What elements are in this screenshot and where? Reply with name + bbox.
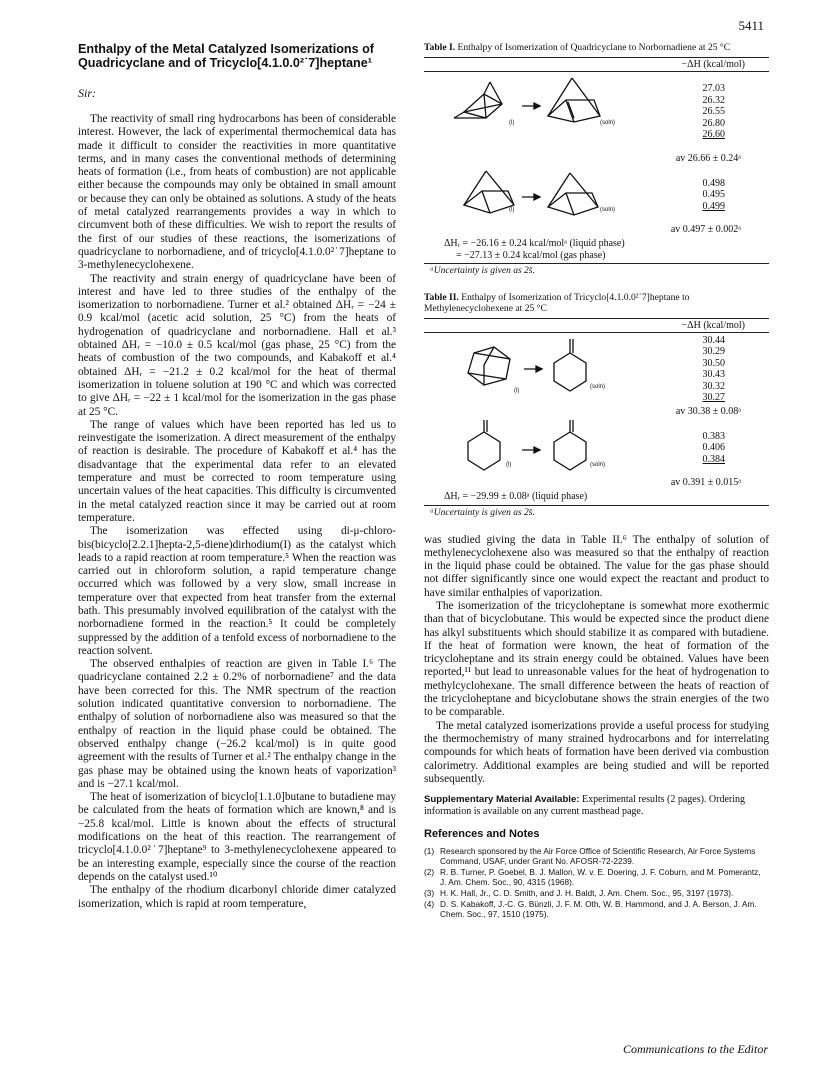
norbornadiene-solution-scheme — [424, 167, 654, 223]
summary-liquid: ΔHᵣ = −29.99 ± 0.08ᵃ (liquid phase) — [444, 491, 588, 502]
table-1-values — [654, 83, 769, 141]
article-title: Enthalpy of the Metal Catalyzed Isomerizations of Quadricyclane and of Tricyclo[4.1.0.0²˙7]heptane¹ — [78, 42, 375, 70]
paragraph: was studied giving the data in Table II.⁶ The enthalpy of solution of methylenecyclohexene also was measured so that the enthalpy of reaction in the liquid phase could be obtained. The value for the gas phase should not differ significantly since one would expect the reactant and product to have similar enthalpies of vaporization. — [424, 533, 769, 599]
value-cell: 26.32 — [702, 94, 725, 106]
value-cell: 27.03 — [702, 83, 725, 95]
structure-drawing — [424, 167, 654, 223]
reference-number: (1) — [424, 846, 435, 857]
paragraph: The range of values which have been reported has led us to reinvestigate the isomerization. A direct measurement of the enthalpy of reaction is desirable. The procedure of Kabakoff et al.⁴ has the disadvantage that the experimental data refer to an elevated temperature and must be corrected to room temperature using uncertain values of the heat capacities. This difficulty is circumvented in the metal catalyzed reaction since it may be carried out at room temperature. — [78, 418, 396, 524]
table-1-values — [654, 178, 769, 213]
value-cell: 30.43 — [702, 369, 725, 380]
table-2-caption: Enthalpy of Isomerization of Tricyclo[4.1.0.0²˙7]heptane to Methylenecyclohexene at 25 °C — [424, 292, 690, 314]
right-column — [424, 42, 769, 920]
table-2-header: −ΔH (kcal/mol) — [424, 318, 769, 333]
reference-text: Research sponsored by the Air Force Office of Scientific Research, Air Force Systems Command, USAF, under Grant No. AFOSR-72-2239. — [440, 846, 756, 867]
value-cell: 0.406 — [702, 442, 725, 454]
supplementary-text: Experimental results (2 pages). Ordering information is available on any current masthead page. — [424, 794, 746, 818]
reference-text: D. S. Kabakoff, J.-C. G. Bünzli, J. F. M. Oth, W. B. Hammond, and J. A. Berson, J. Am. Chem. Soc., 97, 1510 (1975). — [440, 899, 757, 920]
table-2-summary — [424, 491, 769, 506]
value-cell: 26.55 — [702, 106, 725, 118]
reference-number: (4) — [424, 899, 435, 910]
reference-number: (2) — [424, 867, 435, 878]
value-cell: 26.60 — [702, 129, 725, 141]
table-1 — [424, 42, 769, 276]
reference-number: (3) — [424, 888, 435, 899]
reference-item — [424, 867, 769, 887]
table-1-group-2 — [424, 167, 769, 223]
paragraph: The observed enthalpies of reaction are given in Table I.⁶ The quadricyclane contained 2.2 ± 0.2% of norbornadiene⁷ and the data have been corrected for this. The NMR spectrum of the reaction solution indicated quantitative conversion to norbornadiene. The enthalpy of solution of norbornadiene also was measured so that the enthalpy of reaction in the liquid phase could be obtained. The observed enthalpy change (−26.2 kcal/mol) is in quite good agreement with the results of Turner et al.² The enthalpy change in the gas phase may be obtained using the known heats of vaporization³ and is −27.1 kcal/mol. — [78, 658, 396, 790]
product-phase-label: (soln) — [600, 207, 616, 213]
table-1-caption: Enthalpy of Isomerization of Quadricyclane to Norbornadiene at 25 °C — [457, 42, 731, 53]
paragraph: The reactivity of small ring hydrocarbons has been of considerable interest. However, the lack of experimental thermochemical data has made it difficult to consider the reactivities in more quantitative terms, and in many cases the conventional methods of determining heats of formation (i.e., from heats of combustion) are not applicable either because the compounds may only be obtained in small amount or because they can only be obtained as solutions. A study of the heats of metal catalyzed rearrangements provides a way in which to circumvent both of these difficulties. We wish to report the results of the first of our studies of these reactions, the isomerizations of quadricyclane to norbornadiene, and of tricyclo[4.1.0.0²˙7]heptane to 3-methylenecyclohexene. — [78, 113, 396, 272]
supplementary-label: Supplementary Material Available: — [424, 794, 580, 806]
structure-drawing — [424, 333, 654, 405]
paragraph: The reactivity and strain energy of quadricyclane have been of interest and have led to three studies of the enthalpy of the isomerization to norbornadiene. Turner et al.² obtained ΔHᵣ = −24 ± 0.9 kcal/mol (acetic acid solution, 25 °C) from the heats of hydrogenation of quadricyclane and norbornadiene. Hall et al.³ obtained ΔHᵣ = −10.0 ± 0.5 kcal/mol (gas phase, 25 °C) from the heats of combustion of the two compounds, and Kabakoff et al.⁴ obtained ΔHᵣ = −21.2 ± 0.2 kcal/mol for the heat of thermal isomerization in toluene solution at 190 °C and which was corrected to give ΔHᵣ = −22 ± 1 kcal/mol for the isomerization in the gas phase at 25 °C. — [78, 272, 396, 418]
value-cell: 30.50 — [702, 357, 725, 369]
quadricyclane-reaction-scheme — [424, 72, 654, 152]
table-1-average-1: av 26.66 ± 0.24ᵃ — [675, 153, 741, 164]
value-cell: 0.495 — [702, 189, 725, 201]
value-cell: 30.44 — [702, 334, 725, 346]
structure-drawing — [424, 420, 654, 476]
left-column — [78, 42, 396, 911]
paragraph: The isomerization of the tricycloheptane is somewhat more exothermic than that of bicyclobutane. This would be expected since the product diene has alkyl substituents which should stabilize it as compared with butadiene. If the heat of formation were known, the heat of formation of the tricycloheptane and its strain energy could be obtained. Values have been reported,¹¹ but lead to unreasonable values for the heat of hydrogenation to methylcyclohexane. The small difference between the heats of reaction of the tricycloheptane and bicyclobutane shows the strain energies of the two to be comparable. — [424, 599, 769, 719]
paragraph: The isomerization was effected using di-μ-chloro-bis(bicyclo[2.2.1]hepta-2,5-diene)dirhodium(I) as the catalyst which leads to a rapid reaction at room temperature.⁵ When the reaction was carried out in chloroform solution, a rapid temperature change occurred which was followed by a very slow, small increase in temperature over that expected from heat transfer from the external bath. This presumably involved equilibration of the catalyst with the norbornadiene formed in the reaction.⁵ It could be completely suppressed by the addition of a tenfold excess of norbornadiene to the reaction solvent. — [78, 525, 396, 657]
value-cell: 30.29 — [702, 346, 725, 357]
page-number: 5411 — [738, 18, 764, 33]
table-2-average-1: av 30.38 ± 0.08ᵃ — [675, 406, 741, 417]
value-cell: 0.383 — [702, 430, 725, 442]
reference-text: R. B. Turner, P. Goebel, B. J. Mallon, W. v. E. Doering, J. F. Coburn, and M. Pomerantz, J. Am. Chem. Soc., 90, 4315 (1968). — [440, 867, 761, 888]
table-1-summary — [424, 238, 769, 264]
reference-list — [424, 846, 769, 919]
reactant-phase-label: (l) — [509, 207, 515, 213]
table-1-footnote: ᵃUncertainty is given as 2s̄. — [430, 266, 535, 276]
reactant-phase-label: (l) — [506, 462, 512, 468]
table-1-label: Table I. — [424, 42, 456, 53]
table-2-group-1 — [424, 333, 769, 405]
value-cell: 0.498 — [702, 177, 725, 189]
table-2-values — [654, 431, 769, 466]
summary-gas: = −27.13 ± 0.24 kcal/mol (gas phase) — [456, 249, 606, 261]
reference-item — [424, 899, 769, 919]
reference-text: H. K. Hall, Jr., C. D. Smith, and J. H. Baldt, J. Am. Chem. Soc., 95, 3197 (1973). — [440, 888, 734, 899]
salutation: Sir: — [78, 86, 96, 100]
methylenecyclohexene-solution-scheme — [424, 420, 654, 476]
paragraph: The heat of isomerization of bicyclo[1.1.0]butane to butadiene may be calculated from the heats of formation which are known,⁸ and is −25.8 kcal/mol. Little is known about the effects of structural modifications on the heat of this reaction. The rearrangement of tricyclo[4.1.0.0²˙7]heptane⁹ to 3-methylenecyclohexene appeared to be an interesting example, especially since the course of the reaction depends on the catalyst used.¹⁰ — [78, 791, 396, 883]
product-phase-label: (soln) — [600, 120, 616, 126]
value-cell: 0.499 — [702, 200, 725, 212]
value-cell: 26.80 — [702, 117, 725, 129]
table-2-values — [654, 335, 769, 404]
supplementary-material — [424, 794, 769, 818]
page-footer: Communications to the Editor — [623, 1042, 768, 1056]
structure-drawing — [424, 72, 654, 136]
references-heading: References and Notes — [424, 828, 540, 841]
product-phase-label: (soln) — [590, 384, 606, 390]
value-cell: 0.384 — [702, 453, 725, 465]
table-2-footnote: ᵃUncertainty is given as 2s̄. — [430, 507, 535, 518]
summary-liquid: ΔHᵣ = −26.16 ± 0.24 kcal/molᵃ (liquid phase) — [444, 238, 625, 249]
value-cell: 30.32 — [702, 380, 725, 392]
table-1-group-1 — [424, 72, 769, 152]
table-2 — [424, 292, 769, 518]
paragraph: The enthalpy of the rhodium dicarbonyl chloride dimer catalyzed isomerization, which is rapid at room temperature, — [78, 884, 396, 910]
table-1-average-2: av 0.497 ± 0.002ᵃ — [670, 224, 741, 235]
table-1-header: −ΔH (kcal/mol) — [424, 57, 769, 72]
paragraph: The metal catalyzed isomerizations provide a useful process for studying the thermochemistry of many strained hydrocarbons and for interrelating compounds for which heats of formation have been derived via combustion calorimetry. Additional examples are being studied and will be reported subsequently. — [424, 719, 769, 785]
table-2-label: Table II. — [424, 292, 459, 303]
table-2-group-2 — [424, 420, 769, 476]
reference-item — [424, 846, 769, 866]
table-2-average-2: av 0.391 ± 0.015ᵃ — [670, 477, 741, 488]
product-phase-label: (soln) — [590, 462, 606, 468]
reactant-phase-label: (l) — [509, 120, 515, 126]
reactant-phase-label: (l) — [514, 388, 520, 394]
tricycloheptane-reaction-scheme — [424, 333, 654, 405]
value-cell: 30.27 — [702, 392, 725, 403]
reference-item — [424, 888, 769, 898]
